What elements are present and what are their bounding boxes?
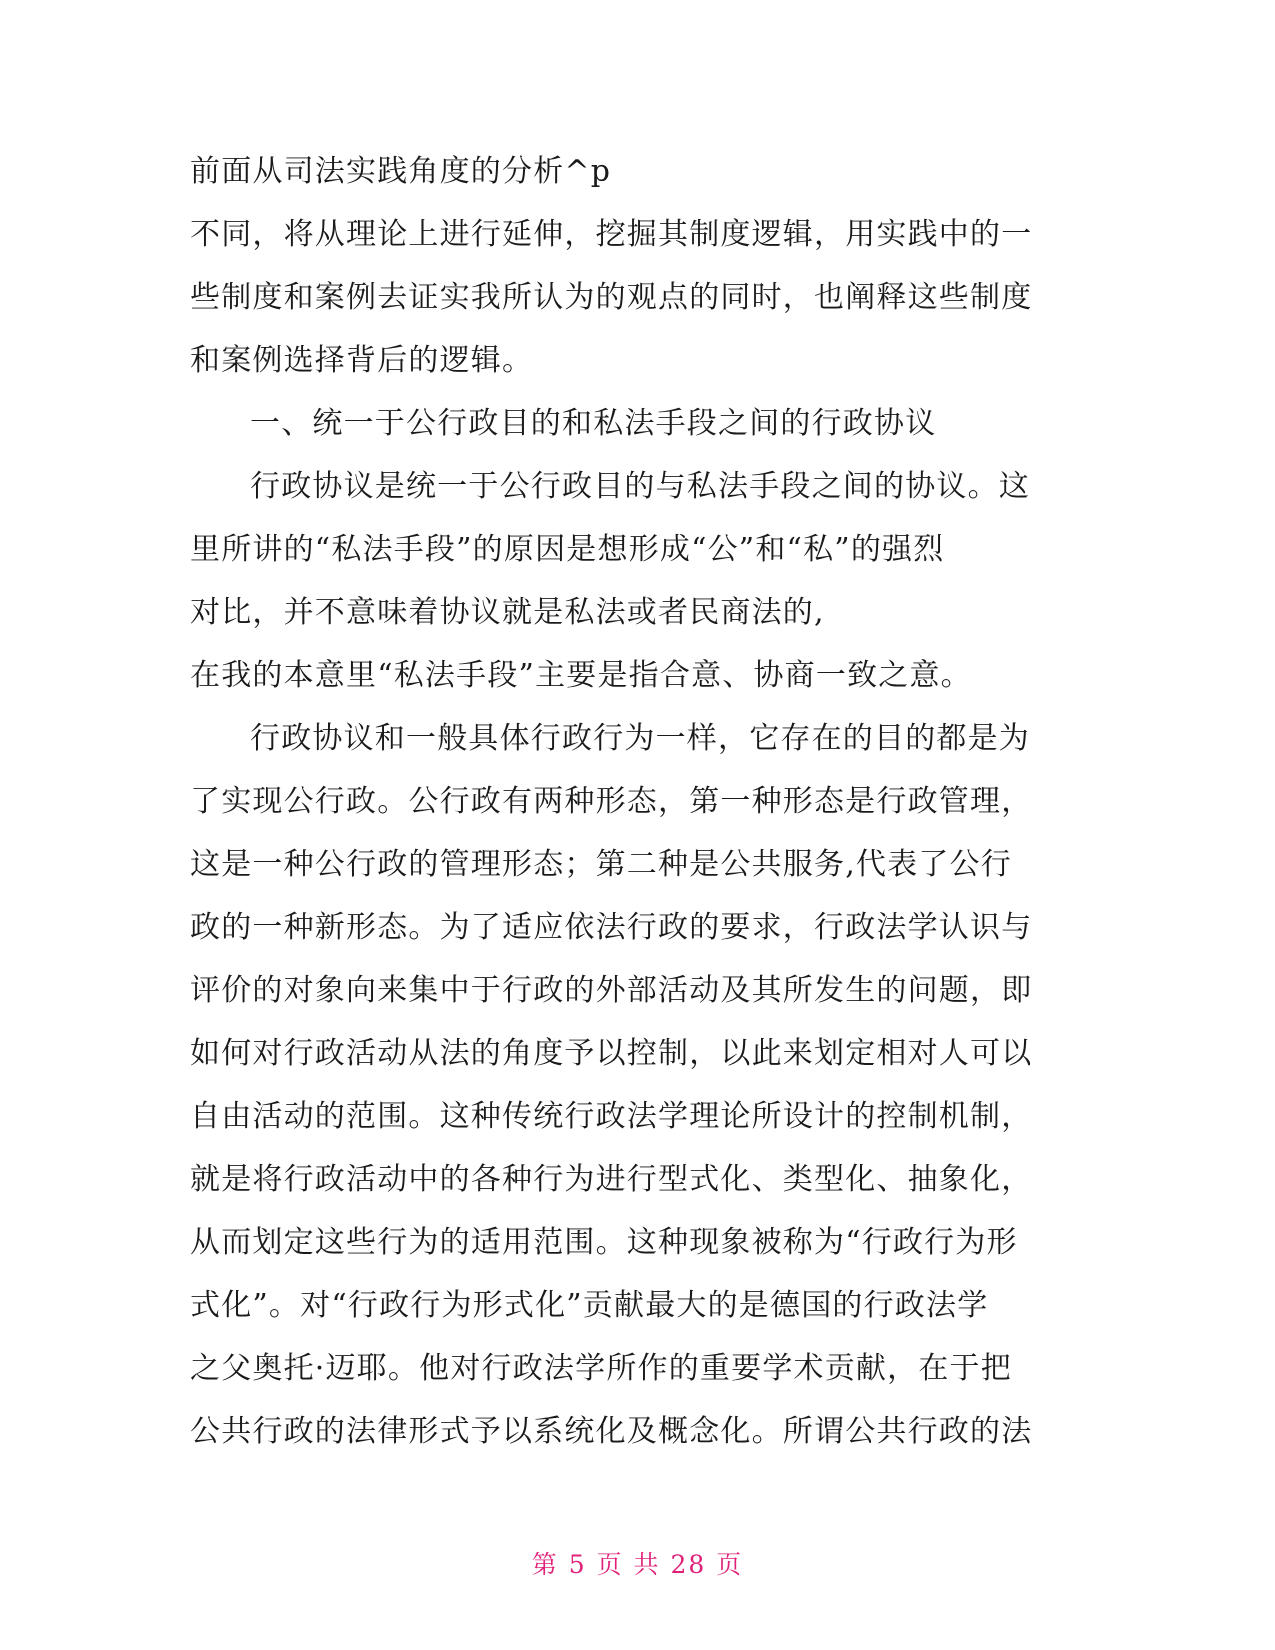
text-line: 政的一种新形态。为了适应依法行政的要求，行政法学认识与: [190, 910, 1033, 945]
text-line: 不同，将从理论上进行延伸，挖掘其制度逻辑，用实践中的一: [190, 217, 1033, 252]
text-line: 在我的本意里“私法手段”主要是指合意、协商一致之意。: [190, 658, 972, 693]
text-line: 这是一种公行政的管理形态；第二种是公共服务,代表了公行: [190, 847, 1012, 882]
text-line: 自由活动的范围。这种传统行政法学理论所设计的控制机制，: [190, 1099, 1033, 1134]
text-line: 对比，并不意味着协议就是私法或者民商法的,: [190, 595, 825, 630]
section-heading: 一、统一于公行政目的和私法手段之间的行政协议: [250, 406, 937, 441]
text-line: 从而划定这些行为的适用范围。这种现象被称为“行政行为形: [190, 1225, 1018, 1260]
text-line: 如何对行政活动从法的角度予以控制，以此来划定相对人可以: [190, 1036, 1033, 1071]
text-line: 了实现公行政。公行政有两种形态，第一种形态是行政管理，: [190, 784, 1033, 819]
text-line: 公共行政的法律形式予以系统化及概念化。所谓公共行政的法: [190, 1414, 1033, 1449]
text-line: 之父奥托·迈耶。他对行政法学所作的重要学术贡献，在于把: [190, 1351, 1012, 1386]
text-line: 和案例选择背后的逻辑。: [190, 343, 534, 378]
text-line: 式化”。对“行政行为形式化”贡献最大的是德国的行政法学: [190, 1288, 989, 1323]
text-line: 就是将行政活动中的各种行为进行型式化、类型化、抽象化，: [190, 1162, 1033, 1197]
page-number-footer: 第 5 页 共 28 页: [531, 1550, 744, 1579]
document-body: [190, 140, 1090, 1463]
text-line: 里所讲的“私法手段”的原因是想形成“公”和“私”的强烈: [190, 532, 945, 567]
text-line: 行政协议是统一于公行政目的与私法手段之间的协议。这: [250, 469, 1030, 504]
text-line: 些制度和案例去证实我所认为的观点的同时，也阐释这些制度: [190, 280, 1033, 315]
text-line: 前面从司法实践角度的分析^p: [190, 154, 612, 189]
text-line: 行政协议和一般具体行政行为一样，它存在的目的都是为: [250, 721, 1030, 756]
text-line: 评价的对象向来集中于行政的外部活动及其所发生的问题，即: [190, 973, 1033, 1008]
